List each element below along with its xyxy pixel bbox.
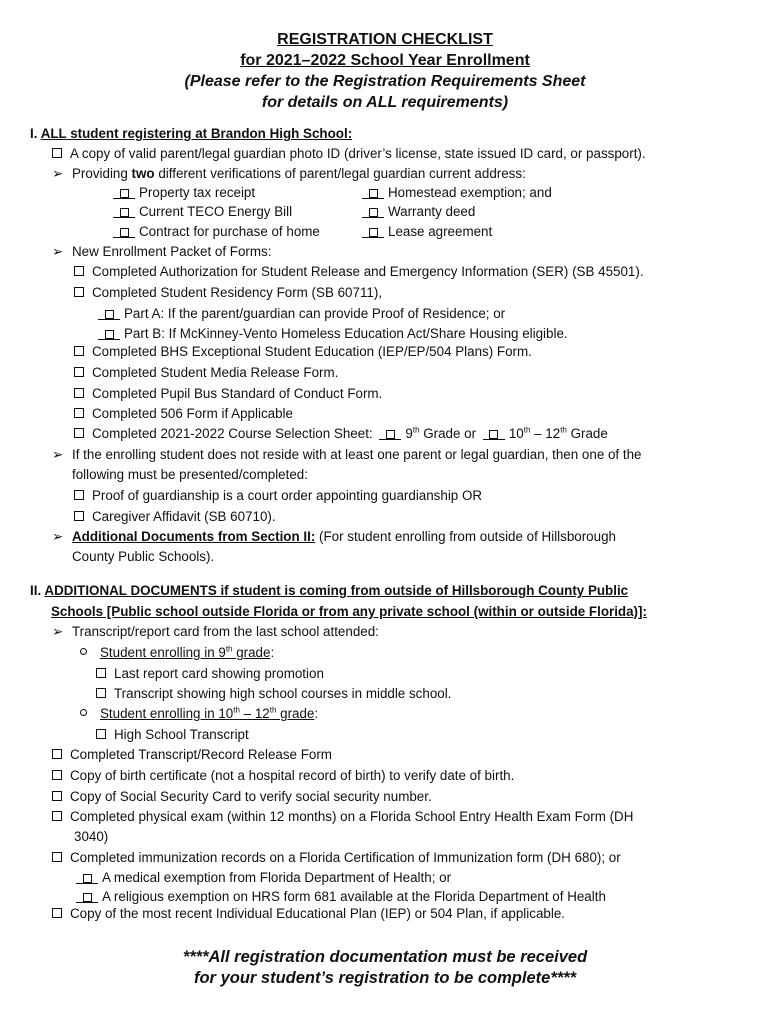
- checklist-item-ese[interactable]: Completed BHS Exceptional Student Education (IEP/EP/504 Plans) Form.: [74, 342, 532, 362]
- checkbox[interactable]: [74, 346, 84, 356]
- bullet-additional-documents: ➢ Additional Documents from Section II: (For student enrolling from outside of Hillsborough: [52, 527, 616, 547]
- checkbox[interactable]: [74, 287, 84, 297]
- option-lease[interactable]: Lease agreement: [362, 222, 492, 242]
- checkbox[interactable]: [74, 266, 84, 276]
- checkbox[interactable]: [105, 310, 114, 319]
- sub-bullet-grade-9: Student enrolling in 9th grade:: [80, 643, 274, 663]
- checkbox[interactable]: [83, 874, 92, 883]
- checkbox[interactable]: [96, 688, 106, 698]
- checkbox[interactable]: [74, 511, 84, 521]
- checkbox[interactable]: [105, 330, 114, 339]
- checklist-item-hs-courses[interactable]: Transcript showing high school courses in middle school.: [96, 684, 451, 704]
- option-medical-exemption[interactable]: A medical exemption from Florida Department of Health; or: [76, 868, 451, 888]
- option-property-tax[interactable]: Property tax receipt: [113, 183, 255, 203]
- checkbox-grade-10-12[interactable]: [489, 430, 498, 439]
- checkbox[interactable]: [52, 770, 62, 780]
- arrow-bullet-icon: ➢: [52, 166, 64, 181]
- checklist-item-residency[interactable]: Completed Student Residency Form (SB 60711),: [74, 283, 382, 303]
- checkbox[interactable]: [74, 428, 84, 438]
- bullet-transcript: ➢ Transcript/report card from the last school attended:: [52, 622, 379, 642]
- checkbox[interactable]: [74, 367, 84, 377]
- arrow-bullet-icon: ➢: [52, 244, 64, 259]
- checklist-item-immunization[interactable]: Completed immunization records on a Florida Certification of Immunization form (DH 680); or: [52, 848, 621, 868]
- checkbox[interactable]: [52, 811, 62, 821]
- option-homestead[interactable]: Homestead exemption; and: [362, 183, 552, 203]
- section-2-heading: II. ADDITIONAL DOCUMENTS if student is coming from outside of Hillsborough County Public: [30, 583, 629, 598]
- section-1-heading: I. ALL student registering at Brandon High School:: [30, 126, 353, 141]
- option-part-a[interactable]: Part A: If the parent/guardian can provide Proof of Residence; or: [98, 304, 505, 324]
- checklist-item-506[interactable]: Completed 506 Form if Applicable: [74, 404, 293, 424]
- circle-bullet-icon: [80, 648, 87, 655]
- checklist-item-release-form[interactable]: Completed Transcript/Record Release Form: [52, 745, 332, 765]
- checkbox[interactable]: [120, 228, 129, 237]
- checkbox[interactable]: [74, 388, 84, 398]
- section-2-heading-cont: Schools [Public school outside Florida or from any private school (within or outside Florida)]:: [51, 604, 647, 619]
- option-teco-bill[interactable]: Current TECO Energy Bill: [113, 202, 292, 222]
- bullet-guardian-requirement: ➢ If the enrolling student does not reside with at least one parent or legal guardian, then one of the: [52, 445, 642, 465]
- checkbox[interactable]: [83, 893, 92, 902]
- sub-bullet-grade-10-12: Student enrolling in 10th – 12th grade:: [80, 704, 318, 724]
- header-note-1: (Please refer to the Registration Requirements Sheet: [184, 73, 586, 90]
- option-part-b[interactable]: Part B: If McKinney-Vento Homeless Education Act/Share Housing eligible.: [98, 324, 568, 344]
- option-religious-exemption[interactable]: A religious exemption on HRS form 681 available at the Florida Department of Health: [76, 887, 606, 907]
- checklist-item-bus[interactable]: Completed Pupil Bus Standard of Conduct Form.: [74, 384, 382, 404]
- checkbox[interactable]: [120, 208, 129, 217]
- checklist-item-photo-id[interactable]: A copy of valid parent/legal guardian photo ID (driver’s license, state issued ID card, or passport).: [52, 144, 646, 164]
- checkbox[interactable]: [96, 729, 106, 739]
- option-contract-purchase[interactable]: Contract for purchase of home: [113, 222, 320, 242]
- checkbox[interactable]: [369, 208, 378, 217]
- footer-note-1: ****All registration documentation must be received: [182, 948, 588, 966]
- checkbox[interactable]: [52, 148, 62, 158]
- option-warranty-deed[interactable]: Warranty deed: [362, 202, 475, 222]
- arrow-bullet-icon: ➢: [52, 529, 64, 544]
- checklist-item-caregiver[interactable]: Caregiver Affidavit (SB 60710).: [74, 507, 276, 527]
- footer-note-2: for your student’s registration to be complete****: [193, 969, 576, 987]
- checkbox[interactable]: [120, 189, 129, 198]
- checkbox[interactable]: [74, 408, 84, 418]
- checkbox[interactable]: [52, 749, 62, 759]
- checklist-item-physical[interactable]: Completed physical exam (within 12 months) on a Florida School Entry Health Exam Form (DH: [52, 807, 633, 827]
- checkbox[interactable]: [52, 791, 62, 801]
- checkbox[interactable]: [52, 908, 62, 918]
- checklist-item-ssn[interactable]: Copy of Social Security Card to verify social security number.: [52, 787, 432, 807]
- additional-documents-cont: County Public Schools).: [72, 549, 215, 564]
- circle-bullet-icon: [80, 709, 87, 716]
- checkbox[interactable]: [96, 668, 106, 678]
- checklist-item-hs-transcript[interactable]: High School Transcript: [96, 725, 249, 745]
- checklist-item-birth-cert[interactable]: Copy of birth certificate (not a hospital record of birth) to verify date of birth.: [52, 766, 514, 786]
- header-note-2: for details on ALL requirements): [261, 94, 509, 111]
- physical-exam-cont: 3040): [74, 829, 109, 844]
- checkbox[interactable]: [74, 490, 84, 500]
- checklist-item-media[interactable]: Completed Student Media Release Form.: [74, 363, 338, 383]
- page-subtitle: for 2021–2022 School Year Enrollment: [240, 52, 530, 69]
- checkbox[interactable]: [369, 228, 378, 237]
- guardian-requirement-cont: following must be presented/completed:: [72, 467, 308, 482]
- checkbox-grade-9[interactable]: [386, 430, 395, 439]
- arrow-bullet-icon: ➢: [52, 624, 64, 639]
- checklist-item-last-report[interactable]: Last report card showing promotion: [96, 664, 324, 684]
- bullet-providing-verification: ➢ Providing two different verifications of parent/legal guardian current address:: [52, 164, 526, 184]
- checklist-item-ser[interactable]: Completed Authorization for Student Release and Emergency Information (SER) (SB 45501).: [74, 262, 644, 282]
- bullet-enrollment-packet: ➢ New Enrollment Packet of Forms:: [52, 242, 271, 262]
- page-title: REGISTRATION CHECKLIST: [277, 31, 493, 48]
- checklist-item-iep[interactable]: Copy of the most recent Individual Educational Plan (IEP) or 504 Plan, if applicable.: [52, 904, 565, 924]
- checklist-item-course-selection[interactable]: Completed 2021-2022 Course Selection Sheet: 9th Grade or 10th – 12th Grade: [74, 424, 608, 444]
- checklist-item-guardianship[interactable]: Proof of guardianship is a court order appointing guardianship OR: [74, 486, 482, 506]
- checkbox[interactable]: [52, 852, 62, 862]
- checkbox[interactable]: [369, 189, 378, 198]
- arrow-bullet-icon: ➢: [52, 447, 64, 462]
